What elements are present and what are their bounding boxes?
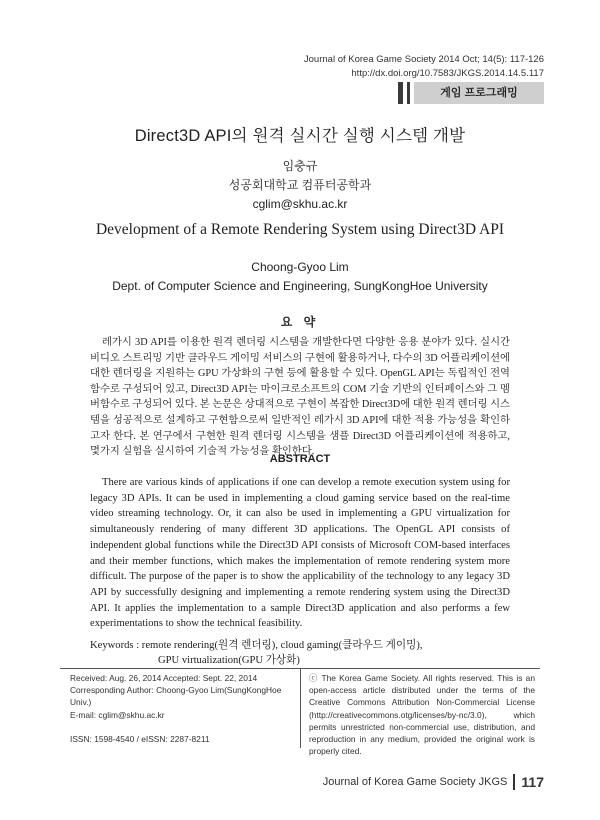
author-block-korean xyxy=(0,157,600,214)
keywords-line-2: GPU virtualization(GPU 가상화) xyxy=(158,655,300,666)
footer-journal-name: Journal of Korea Game Society JKGS xyxy=(322,776,508,788)
author-affiliation-english: Dept. of Computer Science and Engineering, SungKongHoe University xyxy=(112,279,488,293)
footer-separator xyxy=(513,774,515,790)
badge-bar-decoration xyxy=(398,82,403,104)
corresponding-email[interactable]: E-mail: cglim@skhu.ac.kr xyxy=(70,709,165,720)
abstract-body-english: There are various kinds of applications if one can develop a remote execution system using for legacy 3D APIs. It can be used in implementing a cloud gaming service based on the real-time video streaming technology. Or, it can also be used in implementing a GPU virtualization for simultaneously rendering of many different 3D applications. The OpenGL API consists of independent global functions while the Direct3D API consists of Microsoft COM-based interfaces and their member functions, which makes the implementation of remote rendering system more difficult. The purpose of the paper is to show the applicability of the technology to any legacy 3D API by successfully designing and implementing a remote rendering system using the Direct3D API. It applies the implementation to a sample Direct3D application and also performs a few experimentations to show the technical feasibility. xyxy=(90,477,510,630)
journal-citation: Journal of Korea Game Society 2014 Oct; 14(5): 117-126 xyxy=(303,54,544,65)
badge-bar-decoration xyxy=(407,82,410,104)
abstract-heading-english: ABSTRACT xyxy=(269,453,331,465)
keywords-line-1: remote rendering(원격 렌더링), cloud gaming(클라우드 게이밍), xyxy=(141,640,423,651)
keywords-block xyxy=(90,638,520,668)
section-label: 게임 프로그래밍 xyxy=(414,82,544,104)
paper-title-korean: Direct3D API의 원격 실시간 실행 시스템 개발 xyxy=(134,127,466,145)
author-name-english: Choong-Gyoo Lim xyxy=(251,260,349,274)
issn-line: ISSN: 1598-4540 / eISSN: 2287-8211 xyxy=(70,734,210,744)
license-notice: ⓒ The Korea Game Society. All rights reserved. This is an open-access article distributed under the terms of the Creative Commons Attribution Non-Commercial License (http://creativecommons.otg/licenses/by-nc/3.0), which permits unrestricted non-commercial use, distribution, and reproduction in any medium, provided the original work is properly cited. xyxy=(309,673,535,757)
abstract-body-korean: 레가시 3D API를 이용한 원격 렌더링 시스템을 개발한다면 다양한 응용 분야가 있다. 실시간 비디오 스트리밍 기반 클라우드 게이밍 서비스의 구현에 활용하거나, 다수의 3D 어플리케이션에 대한 렌더링을 지원하는 GPU 가상화의 구현 등에 활용할 수 있다. OpenGL API는 독립적인 전역함수로 구성되어 있고, Direct3D API는 마이크로소프트의 COM 기술 기반의 인터페이스와 그 멤버함수로 구성되어 있다. 본 논문은 상대적으로 구현이 복잡한 Direct3D에 대한 원격 렌더링 시스템을 성공적으로 설계하고 구현함으로써 일반적인 레가시 3D API에 대한 적용 가능성을 확인하고자 한다. 본 연구에서 구현한 원격 렌더링 시스템을 샘플 Direct3D 어플리케이션에 적용하고, 몇가지 실험을 실시하여 기술적 가능성을 확인한다. xyxy=(90,337,510,458)
author-affiliation: 성공회대학교 컴퓨터공학과 xyxy=(228,178,372,192)
author-email[interactable]: cglim@skhu.ac.kr xyxy=(252,197,348,211)
page-number: 117 xyxy=(521,774,544,790)
received-dates: Received: Aug. 26, 2014 Accepted: Sept. 22, 2014 xyxy=(70,673,258,683)
corresponding-author: Corresponding Author: Choong-Gyoo Lim(SungKongHoe Univ.) xyxy=(70,685,282,708)
journal-header xyxy=(304,53,544,81)
info-divider-vertical xyxy=(300,668,301,748)
paper-title-english: Development of a Remote Rendering System using Direct3D API xyxy=(95,221,505,238)
keywords-label: Keywords : xyxy=(90,640,140,651)
section-badge xyxy=(398,82,544,104)
doi-link[interactable]: http://dx.doi.org/10.7583/JKGS.2014.14.5.117 xyxy=(351,68,544,79)
article-info-left xyxy=(70,672,295,721)
author-name: 임충규 xyxy=(282,159,318,173)
abstract-heading-korean: 요 약 xyxy=(280,315,320,329)
page-footer xyxy=(323,774,544,790)
author-block-english xyxy=(0,258,600,296)
